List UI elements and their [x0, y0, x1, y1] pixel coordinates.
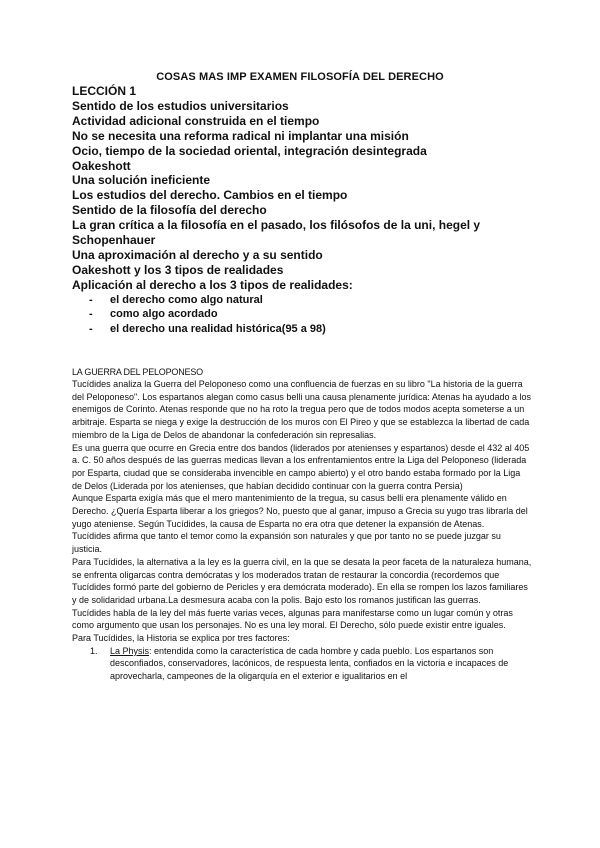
outline-line: Oakeshott: [72, 158, 131, 173]
lesson-outline: [72, 84, 542, 336]
bullet-text: como algo acordado: [110, 308, 218, 321]
outline-line: Aplicación al derecho a los 3 tipos de realidades:: [72, 277, 353, 292]
outline-line: LECCIÓN 1: [72, 84, 137, 98]
list-item: [72, 645, 532, 683]
list-item: [72, 293, 542, 308]
document-title: COSAS MAS IMP EXAMEN FILOSOFÍA DEL DERECHO: [156, 71, 444, 83]
factor-text: : entendida como la característica de cada hombre y cada pueblo. Los espartanos son desconfiados, conservadores, lacónicos, de respuesta lenta, confiados en la victoria e incapaces de aprovecharla, campeones de la oligarquía en el exterior e igualitarios en el: [110, 645, 509, 682]
paragraph: Aunque Esparta exigía más que el mero mantenimiento de la tregua, su casus belli era plenamente válido en Derecho. ¿Quería Esparta liberar a los griegos? No, puesto que al ganar, impuso a Grecia su yugo tras librarla del yugo ateniense. Según Tucídides, la causa de Esparta no era otra que detener la expansión de Atenas.: [72, 493, 528, 529]
bullet-text: el derecho como algo natural: [110, 293, 263, 306]
list-item: [72, 322, 542, 337]
outline-line: Una aproximación al derecho y a su sentido: [72, 247, 323, 262]
outline-line: Ocio, tiempo de la sociedad oriental, integración desintegrada: [72, 143, 427, 158]
paragraph: Es una guerra que ocurre en Grecia entre dos bandos (liderados por atenienses y espartanos) desde el 432 al 405 a. C. 50 años después de las guerras medicas llevan a los enfrentamientos entre la Liga del Peloponeso (liderada por Esparta, ciudad que se consideraba invencible en campo abierto) y el otro bando estaba formado por la Liga de Delos (Liderada por los atenienses, que habían decidido continuar con la guerra contra Persia): [72, 442, 530, 491]
outline-line: No se necesita una reforma radical ni implantar una misión: [72, 128, 409, 143]
list-item: [72, 307, 542, 322]
outline-line: Los estudios del derecho. Cambios en el tiempo: [72, 188, 348, 203]
factor-term: La Physis: [110, 645, 150, 656]
factors-list: [72, 645, 532, 683]
paragraph: Para Tucídides, la alternativa a la ley es la guerra civil, en la que se desata la peor faceta de la naturaleza humana, se enfrenta oligarcas contra demócratas y los moderados tratan de restaurar la concordia (recordemos que Tucídides formó parte del gobierno de Pericles y era demócrata moderado). En ella se rompen los lazos familiares y de solidaridad urbana.La desmesura acaba con la polis. Bajo esto los romanos justifican las guerras.: [72, 556, 532, 605]
outline-line: Actividad adicional construida en el tiempo: [72, 113, 320, 128]
peloponnesian-war-section: [72, 366, 532, 683]
outline-line: Sentido de los estudios universitarios: [72, 98, 289, 113]
outline-bullet-list: [72, 293, 542, 337]
outline-line: Una solución ineficiente: [72, 173, 211, 188]
bullet-marker: -: [89, 308, 93, 321]
outline-line: Sentido de la filosofía del derecho: [72, 203, 267, 218]
paragraph: Tucídides analiza la Guerra del Peloponeso como una confluencia de fuerzas en su libro "La historia de la guerra del Peloponeso". Los espartanos alegan como casus belli una causa plenamente jurídica: Atenas ha ayudado a los enemigos de Corinto. Atenas responde que no ha roto la tregua pero que de todos modos acepta someterse a un arbitraje. Esparta se niega y exige la destrucción de los muros con El Pireo y que se establezca la libertad de cada miembro de la Liga de Delos de abandonar la confederación sin represalias.: [72, 379, 532, 440]
paragraph: Tucídides afirma que tanto el temor como la expansión son naturales y que por tanto no se puede juzgar su justicia.: [72, 531, 501, 555]
bullet-text: el derecho una realidad histórica(95 a 98): [110, 322, 326, 335]
section-heading: LA GUERRA DEL PELOPONESO: [72, 367, 203, 377]
outline-line: La gran crítica a la filosofía en el pasado, los filósofos de la uni, hegel y: [72, 218, 481, 233]
paragraph: Para Tucídides, la Historia se explica por tres factores:: [72, 633, 290, 644]
outline-line: Oakeshott y los 3 tipos de realidades: [72, 262, 284, 277]
paragraph: Tucídides habla de la ley del más fuerte varias veces, algunas para manifestarse como un lugar común y otras como argumento que usan los personajes. No es una ley moral. El Derecho, sólo puede existir entre iguales.: [72, 607, 513, 631]
outline-line: Schopenhauer: [72, 233, 156, 248]
bullet-marker: -: [89, 322, 93, 335]
bullet-marker: -: [89, 293, 93, 306]
item-number: 1.: [90, 645, 98, 656]
